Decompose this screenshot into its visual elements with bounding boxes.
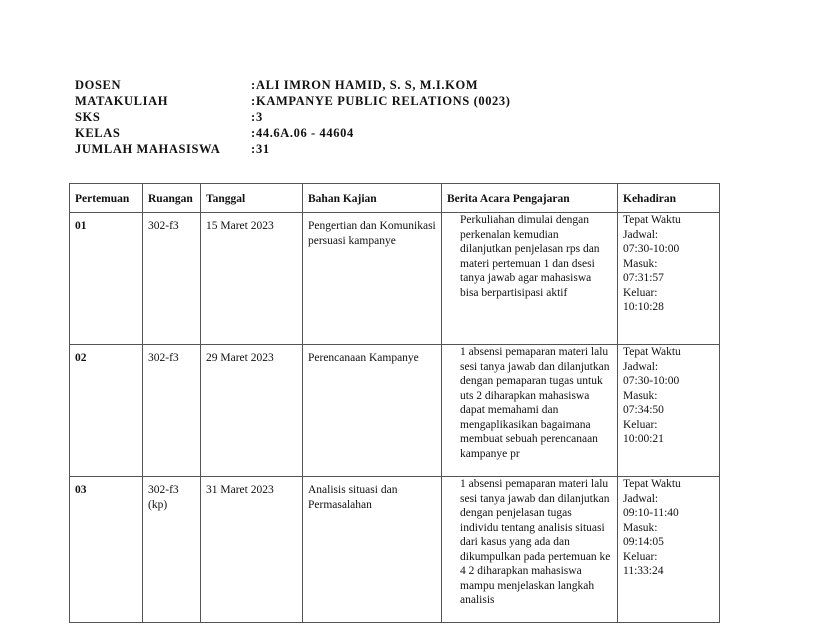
info-label: MATAKULIAH — [75, 94, 169, 108]
kehadiran-jadwal: 09:10-11:40 — [623, 507, 679, 519]
info-colon: : — [251, 142, 256, 156]
info-row-sks — [75, 109, 511, 125]
cell-berita-acara: 1 absensi pemaparan materi lalu sesi tanya jawab dan dilanjutkan dengan pemaparan tugas untuk uts 2 diharapkan mahasiswa dapat memahami dan mengaplikasikan bagaimana membuat sebuah perencanaan kampanye pr — [442, 345, 618, 477]
info-row-kelas — [75, 125, 511, 141]
kehadiran-status: Tepat Waktu — [623, 214, 681, 226]
kehadiran-status: Tepat Waktu — [623, 346, 681, 358]
kehadiran-status: Tepat Waktu — [623, 478, 681, 490]
cell-ruangan: 302-f3 (kp) — [143, 477, 201, 623]
cell-tanggal: 15 Maret 2023 — [201, 213, 303, 345]
info-colon: : — [251, 78, 256, 92]
kehadiran-jadwal-label: Jadwal: — [623, 492, 659, 505]
kehadiran-masuk: 07:34:50 — [623, 404, 664, 416]
cell-kehadiran — [618, 213, 720, 345]
info-label: KELAS — [75, 126, 121, 140]
cell-ruangan: 302-f3 — [143, 213, 201, 345]
table-header-row — [70, 184, 720, 213]
kehadiran-jadwal-label: Jadwal: — [623, 360, 659, 373]
header-ruangan: Ruangan — [143, 184, 201, 213]
cell-tanggal: 31 Maret 2023 — [201, 477, 303, 623]
table-row — [70, 213, 720, 345]
header-pertemuan: Pertemuan — [70, 184, 143, 213]
kehadiran-masuk-label: Masuk: — [623, 257, 658, 270]
info-row-matakuliah — [75, 93, 511, 109]
cell-pertemuan: 01 — [70, 213, 143, 345]
cell-kehadiran — [618, 477, 720, 623]
cell-berita-acara: 1 absensi pemaparan materi lalu sesi tanya jawab dan dilanjutkan dengan penjelasan tugas individu tentang analisis situasi dari kasus yang ada dan dikumpulkan pada pertemuan ke 4 2 diharapkan mahasiswa mampu menjelaskan langkah analisis — [442, 477, 618, 623]
cell-pertemuan: 03 — [70, 477, 143, 623]
info-value-sks: 3 — [256, 110, 263, 124]
header-kehadiran: Kehadiran — [618, 184, 720, 213]
kehadiran-keluar-label: Keluar: — [623, 418, 658, 431]
kehadiran-keluar-label: Keluar: — [623, 550, 658, 563]
cell-bahan-kajian: Pengertian dan Komunikasi persuasi kampanye — [303, 213, 442, 345]
table-row — [70, 345, 720, 477]
info-label: SKS — [75, 110, 101, 124]
course-info — [75, 77, 511, 157]
cell-ruangan: 302-f3 — [143, 345, 201, 477]
header-tanggal: Tanggal — [201, 184, 303, 213]
cell-bahan-kajian: Analisis situasi dan Permasalahan — [303, 477, 442, 623]
cell-tanggal: 29 Maret 2023 — [201, 345, 303, 477]
kehadiran-jadwal: 07:30-10:00 — [623, 243, 680, 255]
cell-kehadiran — [618, 345, 720, 477]
header-bahan-kajian: Bahan Kajian — [303, 184, 442, 213]
info-value-kelas: 44.6A.06 - 44604 — [256, 126, 354, 140]
cell-bahan-kajian: Perencanaan Kampanye — [303, 345, 442, 477]
header-berita-acara: Berita Acara Pengajaran — [442, 184, 618, 213]
kehadiran-jadwal-label: Jadwal: — [623, 228, 659, 241]
kehadiran-masuk-label: Masuk: — [623, 521, 658, 534]
schedule-table — [69, 183, 720, 623]
kehadiran-masuk-label: Masuk: — [623, 389, 658, 402]
info-value-dosen: ALI IMRON HAMID, S. S, M.I.KOM — [256, 78, 479, 92]
kehadiran-masuk: 07:31:57 — [623, 272, 664, 284]
cell-berita-acara: Perkuliahan dimulai dengan perkenalan kemudian dilanjutkan penjelasan rps dan materi pertemuan 1 dan dsesi tanya jawab agar mahasiswa bisa berpartisipasi aktif — [442, 213, 618, 345]
info-row-dosen — [75, 77, 511, 93]
cell-pertemuan: 02 — [70, 345, 143, 477]
info-colon: : — [251, 94, 256, 108]
info-label: JUMLAH MAHASISWA — [75, 142, 221, 156]
kehadiran-keluar: 11:33:24 — [623, 565, 664, 577]
table-row — [70, 477, 720, 623]
kehadiran-keluar: 10:10:28 — [623, 301, 664, 313]
info-colon: : — [251, 110, 256, 124]
kehadiran-masuk: 09:14:05 — [623, 536, 664, 548]
info-colon: : — [251, 126, 256, 140]
kehadiran-keluar-label: Keluar: — [623, 286, 658, 299]
info-label: DOSEN — [75, 78, 122, 92]
info-value-matakuliah: KAMPANYE PUBLIC RELATIONS (0023) — [256, 94, 511, 108]
kehadiran-keluar: 10:00:21 — [623, 433, 664, 445]
info-value-jumlah-mahasiswa: 31 — [256, 142, 270, 156]
info-row-jumlah-mahasiswa — [75, 141, 511, 157]
kehadiran-jadwal: 07:30-10:00 — [623, 375, 680, 387]
